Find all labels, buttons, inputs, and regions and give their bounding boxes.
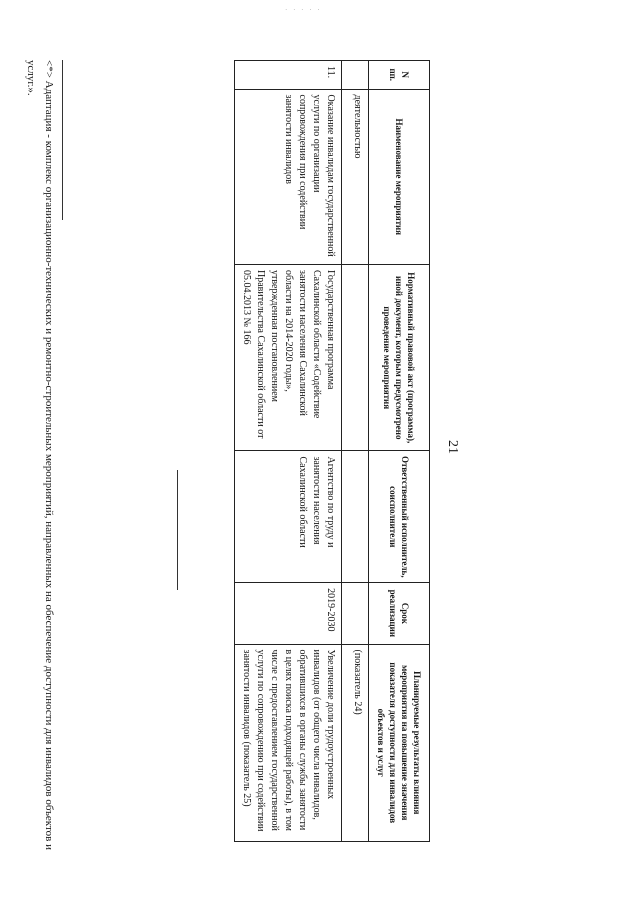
- cell-empty: [342, 265, 369, 451]
- cell-name-cont: деятельностью: [342, 89, 369, 265]
- page-number: 21: [445, 440, 460, 454]
- cell-term: 2019-2030: [235, 583, 342, 644]
- footnote: <*> Адаптация - комплекс организационно-технических и ремонтно-строительных мероприятий, направленных на обеспечение доступности для инвалидов объектов и услуг.».: [25, 60, 55, 850]
- scan-noise: · · · · ·: [285, 6, 322, 14]
- cell-empty: [342, 451, 369, 583]
- cell-executor: Агентство по труду и занятости населения Сахалинской области: [235, 451, 342, 583]
- col-header-name: Наименование мероприятия: [369, 89, 430, 265]
- table-row-continuation: [342, 61, 369, 842]
- cell-empty: [342, 583, 369, 644]
- cell-act: Государственная программа Сахалинской области «Содействие занятости населения Сахалинской области на 2014-2020 годы», утвержденная постановлением Правительства Сахалинской области от 05.04.2013 № 166: [235, 265, 342, 451]
- footnote-separator: [62, 60, 63, 220]
- cell-num: 11.: [235, 61, 342, 90]
- cell-empty: [342, 61, 369, 90]
- table-row-11: [235, 61, 342, 842]
- table-header-row: [369, 61, 430, 842]
- col-header-executor: Ответственный исполнитель, соисполнители: [369, 451, 430, 583]
- col-header-term: Срок реализации: [369, 583, 430, 644]
- cell-name: Оказание инвалидам государственной услуги по организации сопровождения при содействии занятости инвалидов: [235, 89, 342, 265]
- col-header-num: N пп.: [369, 61, 430, 90]
- col-header-result: Планируемые результаты влияния мероприятия на повышение значения показателя доступности для инвалидов объектов и услуг: [369, 644, 430, 841]
- col-header-act: Нормативный правовой акт (программа), иной документ, которым предусмотрено проведение мероприятия: [369, 265, 430, 451]
- cell-result-cont: (показатель 24): [342, 644, 369, 841]
- cell-result: Увеличение доли трудоустроенных инвалидов (от общего числа инвалидов, обратившихся в органы службы занятости в целях поиска подходящей работы), в том числе с предоставлением государственной услуги по сопровождению при содействии занятости инвалидов (показатель 25): [235, 644, 342, 841]
- separator-line: [177, 470, 178, 590]
- measures-table: [234, 60, 430, 842]
